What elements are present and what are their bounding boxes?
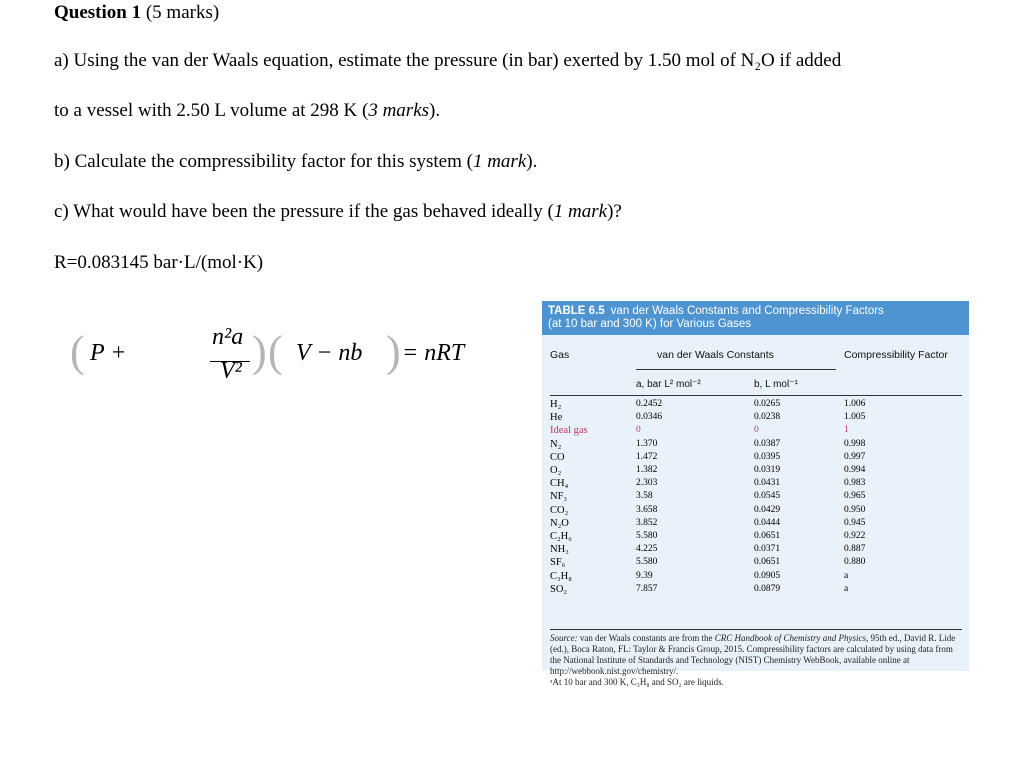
gas-cell: C₃H₈: [550, 570, 572, 582]
part-c-line: [54, 201, 622, 223]
a-cell: 0.2452: [636, 399, 663, 409]
a-cell: 4.225: [636, 544, 658, 555]
gas-cell: Ideal gas: [550, 425, 588, 437]
table-row: [542, 544, 969, 555]
source-text-2: , 95th ed., David R. Lide (ed.), Boca Raton, FL: Taylor & Francis Group, 2015. Compressibility factors are calculated by using data from the National Institute of Standards and Technology (NIST) Chemistry WebBook, available online at http://webbook.nist.gov/chemistry/.: [550, 633, 956, 676]
z-cell: 0.994: [844, 465, 866, 475]
b-cell: 0.0319: [754, 465, 781, 475]
a-cell: 1.382: [636, 465, 658, 475]
col-a: a, bar L² mol⁻²: [636, 379, 701, 390]
z-cell: a: [844, 583, 849, 594]
col-b: b, L mol⁻¹: [754, 379, 798, 390]
left-paren-2: (: [268, 327, 283, 376]
table-row: [542, 439, 969, 450]
part-b-line: [54, 151, 537, 173]
z-cell: 0.950: [844, 504, 866, 515]
b-cell: 0.0905: [754, 570, 781, 581]
table-header: [542, 301, 969, 335]
z-cell: 0.997: [844, 451, 866, 462]
gas-cell: CO: [550, 451, 565, 463]
gas-cell: CH₄: [550, 478, 569, 490]
table-footnote: ᵃAt 10 bar and 300 K, C₃H₈ and SO₂ are liquids.: [550, 677, 724, 687]
a-cell: 3.58: [636, 491, 653, 502]
b-cell: 0.0444: [754, 517, 781, 528]
table-row: [542, 491, 969, 502]
a-cell: 1.472: [636, 451, 658, 462]
part-b-marks: 1 mark: [472, 151, 527, 172]
van-der-waals-equation: [70, 318, 490, 398]
right-paren-2: ): [386, 327, 401, 376]
b-cell: 0.0879: [754, 583, 781, 594]
table-row: [542, 531, 969, 542]
table-row: [542, 452, 969, 463]
question-heading: [54, 2, 219, 24]
header-rule: [550, 395, 962, 396]
gas-constant: R=0.083145 bar·L/(mol·K): [54, 252, 264, 273]
z-cell: 0.983: [844, 478, 866, 489]
part-a-line-1: a) Using the van der Waals equation, estimate the pressure (in bar) exerted by 1.50 mol of N₂O if added: [54, 50, 842, 71]
col-gas: Gas: [550, 349, 570, 361]
vdw-constants-table: [542, 301, 969, 687]
source-book: CRC Handbook of Chemistry and Physics: [714, 633, 866, 643]
vdw-underline: [636, 369, 836, 370]
z-cell: 1: [844, 425, 849, 436]
table-row: [542, 584, 969, 595]
eq-equals-nrt: = nRT: [402, 340, 465, 366]
a-cell: 9.39: [636, 570, 653, 581]
gas-cell: CO₂: [550, 504, 569, 516]
question-marks: (5 marks): [145, 2, 220, 23]
part-a-line-2: [54, 100, 440, 122]
b-cell: 0.0395: [754, 451, 781, 462]
b-cell: 0.0651: [754, 531, 781, 541]
a-cell: 0.0346: [636, 412, 663, 423]
gas-cell: N₂O: [550, 517, 569, 529]
a-cell: 5.580: [636, 557, 658, 568]
gas-cell: C₂H₆: [550, 531, 572, 542]
table-row: [542, 518, 969, 529]
b-cell: 0: [754, 425, 759, 436]
z-cell: 0.945: [844, 517, 866, 528]
source-label: Source:: [550, 633, 578, 643]
gas-cell: SF₆: [550, 557, 566, 569]
b-cell: 0.0238: [754, 412, 781, 423]
eq-v-minus-nb: V − nb: [296, 340, 363, 366]
gas-cell: NF₃: [550, 491, 568, 503]
part-b-end: ).: [526, 151, 538, 172]
table-body: [542, 335, 969, 687]
a-cell: 0: [636, 425, 641, 436]
table-title-1: van der Waals Constants and Compressibility Factors: [610, 305, 884, 317]
gas-cell: NH₃: [550, 544, 569, 556]
table-row: [542, 478, 969, 489]
part-a-marks: 3 marks: [368, 100, 430, 121]
z-cell: 0.965: [844, 491, 866, 502]
b-cell: 0.0545: [754, 491, 781, 502]
part-a-end: ).: [429, 100, 441, 121]
z-cell: 0.998: [844, 438, 866, 449]
col-compressibility: Compressibility Factor: [844, 349, 948, 361]
gas-cell: O₂: [550, 465, 562, 476]
z-cell: 1.005: [844, 412, 866, 423]
a-cell: 3.658: [636, 504, 658, 515]
a-cell: 7.857: [636, 583, 658, 594]
col-vdw: van der Waals Constants: [657, 349, 774, 361]
a-cell: 5.580: [636, 531, 658, 541]
b-cell: 0.0651: [754, 557, 781, 568]
eq-numerator: n²a: [212, 324, 244, 350]
b-cell: 0.0371: [754, 544, 781, 555]
eq-denominator: V²: [220, 358, 242, 384]
source-text-1: van der Waals constants are from the: [577, 633, 715, 643]
part-b-text: b) Calculate the compressibility factor for this system (: [54, 151, 473, 172]
part-c-text: c) What would have been the pressure if the gas behaved ideally (: [54, 201, 554, 222]
b-cell: 0.0431: [754, 478, 781, 489]
gas-cell: N₂: [550, 438, 562, 450]
z-cell: 0.880: [844, 557, 866, 568]
table-row: [542, 557, 969, 568]
table-row: [542, 571, 969, 582]
gas-cell: He: [550, 412, 563, 424]
table-number: TABLE 6.5: [548, 305, 605, 317]
table-row: [542, 425, 969, 436]
a-cell: 1.370: [636, 438, 658, 449]
part-c-marks: 1 mark: [553, 201, 608, 222]
eq-p-plus: P +: [90, 340, 127, 366]
b-cell: 0.0265: [754, 399, 781, 409]
gas-cell: H₂: [550, 399, 562, 410]
question-title: Question 1: [54, 2, 142, 23]
table-row: [542, 412, 969, 423]
bottom-rule: [550, 629, 962, 630]
left-paren-1: (: [70, 327, 85, 376]
table-source: [550, 633, 962, 688]
z-cell: 1.006: [844, 399, 866, 409]
table-row: [542, 465, 969, 476]
part-c-end: )?: [607, 201, 622, 222]
b-cell: 0.0387: [754, 438, 781, 449]
right-paren-1: ): [252, 327, 267, 376]
b-cell: 0.0429: [754, 504, 781, 515]
table-row: [542, 399, 969, 410]
z-cell: a: [844, 570, 849, 581]
table-row: [542, 505, 969, 516]
part-a-text: to a vessel with 2.50 L volume at 298 K (: [54, 100, 369, 121]
z-cell: 0.887: [844, 544, 866, 555]
a-cell: 2.303: [636, 478, 658, 489]
a-cell: 3.852: [636, 517, 658, 528]
table-title-2: (at 10 bar and 300 K) for Various Gases: [548, 318, 752, 330]
gas-cell: SO₂: [550, 583, 568, 595]
z-cell: 0.922: [844, 531, 866, 541]
